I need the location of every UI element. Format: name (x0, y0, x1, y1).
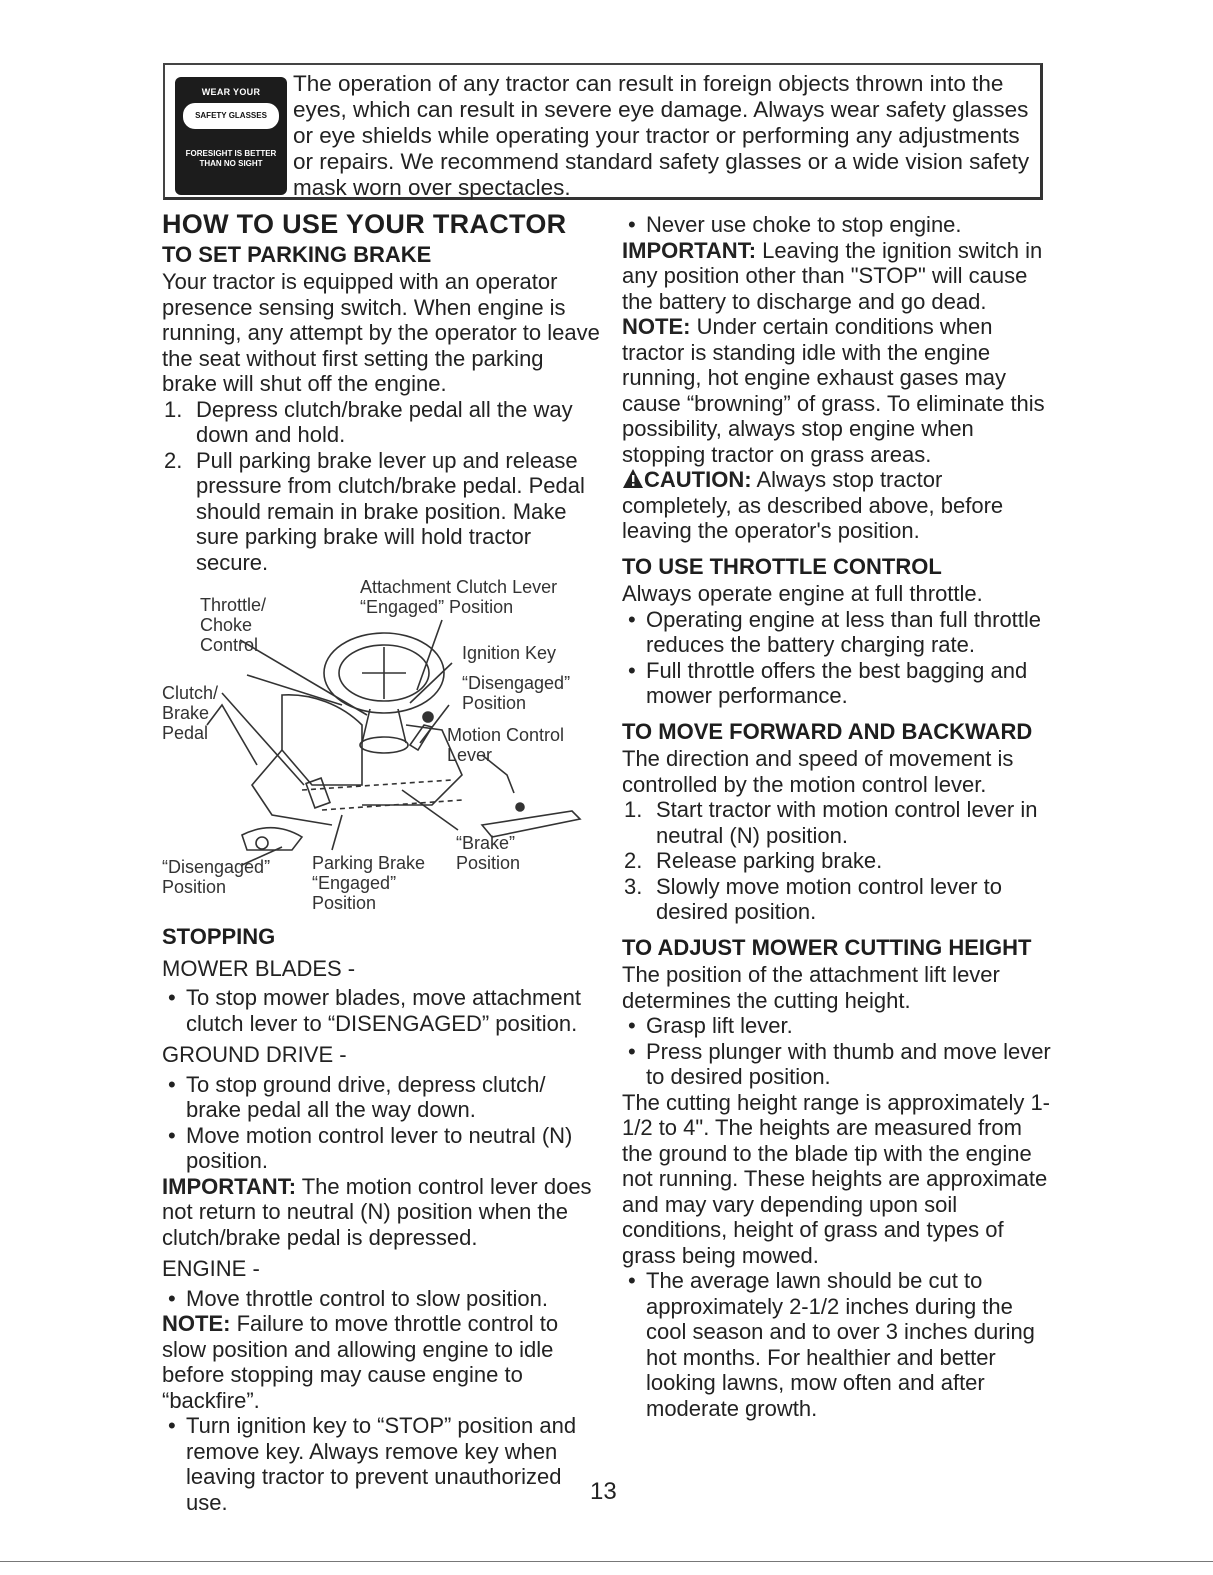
clutch-line-3: Pedal (162, 723, 209, 743)
label-brake-position (456, 833, 520, 873)
bullet-dot: • (628, 606, 636, 632)
section-title: HOW TO USE YOUR TRACTOR (162, 209, 567, 239)
bullet-text: Operating engine at less than full throttle reduces the battery charging rate. (646, 606, 1042, 657)
bullet-dot: • (628, 1268, 636, 1293)
bullet-text: Move throttle control to slow position. (186, 1285, 548, 1311)
left-column (162, 209, 602, 1515)
ground-drive-bullet-2 (162, 1123, 602, 1174)
mower-blades-bullet (162, 985, 602, 1036)
clutch-line-1: Clutch/ (162, 683, 219, 703)
step-number: 2. (624, 848, 643, 873)
throttle-bullet-1 (622, 607, 1054, 658)
label-attachment-clutch (360, 577, 557, 617)
note-label: NOTE: (622, 314, 691, 339)
move-step-2 (622, 848, 1054, 874)
attach-line-1: Attachment Clutch Lever (360, 577, 558, 597)
safety-glasses-warning (163, 63, 1043, 200)
icon-line-3a: FORESIGHT IS BETTER (185, 149, 277, 158)
disengaged-right-line-2: Position (462, 693, 527, 713)
parking-step-2 (162, 448, 602, 576)
caution-icon (622, 468, 644, 490)
motion-line-2: Lever (447, 745, 493, 765)
step-text: Release parking brake. (656, 848, 883, 873)
label-disengaged-left (162, 857, 270, 897)
brake-line-1: “Brake” (456, 833, 516, 853)
label-parking-brake (312, 853, 425, 913)
step-number: 1. (624, 797, 643, 822)
note-text: Under certain conditions when tractor is standing idle with the engine running, hot engine exhaust gases may cause “browning” of grass. To eliminate this possibility, always stop engine when stopping tractor on grass areas. (622, 314, 1045, 467)
parking-brake-heading: TO SET PARKING BRAKE (162, 241, 432, 267)
right-column (622, 212, 1054, 1421)
note-left (162, 1311, 602, 1413)
bullet-dot: • (628, 1013, 636, 1038)
important-note-left (162, 1174, 602, 1251)
cutting-height-paragraph: The cutting height range is approximately 1-1/2 to 4". The heights are measured from the ground to the blade tip with the engine not running. These heights are approximate and may vary depending upon soil conditions, height of grass and types of grass being mowed. (622, 1089, 1051, 1268)
important-note-right (622, 238, 1054, 315)
note-right (622, 314, 1054, 467)
disengaged-left-line-2: Position (162, 877, 227, 897)
bullet-dot: • (168, 985, 176, 1010)
bullet-text: Move motion control lever to neutral (N) position. (186, 1122, 573, 1173)
safety-glasses-icon (175, 77, 287, 195)
clutch-pedal (242, 828, 302, 850)
step-number: 2. (164, 447, 183, 473)
throttle-intro: Always operate engine at full throttle. (622, 581, 983, 606)
note-text: Failure to move throttle control to slow position and allowing engine to idle before stopping may cause engine to “backfire”. (162, 1311, 559, 1413)
attach-line-2: “Engaged” Position (360, 597, 514, 617)
caution-text: Always stop tractor completely, as described above, before leaving the operator's position. (622, 467, 1004, 543)
engine-bullet-2 (162, 1413, 602, 1515)
stopping-heading: STOPPING (162, 924, 276, 949)
note-label: NOTE: (162, 1311, 231, 1336)
lawn-bullet (622, 1268, 1054, 1421)
parking-brake-intro: Your tractor is equipped with an operator presence sensing switch. When engine is running, any attempt by the operator to leave the seat without first setting the parking brake will shut off the engine. (162, 269, 600, 396)
step-text: Start tractor with motion control lever in neutral (N) position. (656, 797, 1038, 848)
icon-line-2: SAFETY GLASSES (183, 103, 279, 129)
parking-line-1: Parking Brake (312, 853, 426, 873)
icon-line-4: THAN NO SIGHT (199, 159, 263, 168)
tractor-dash (282, 695, 362, 785)
throttle-line-2: Choke (200, 615, 253, 635)
bullet-dot: • (628, 657, 636, 683)
bullet-text: To stop mower blades, move attachment clutch lever to “DISENGAGED” position. (186, 985, 581, 1036)
engine-subhead: ENGINE - (162, 1256, 260, 1281)
cutting-height-bullet-2 (622, 1039, 1054, 1090)
icon-line-3 (175, 149, 287, 169)
ground-drive-bullet-1 (162, 1072, 602, 1123)
choke-bullet (622, 212, 1054, 238)
bullet-dot: • (628, 1038, 636, 1064)
tractor-controls-diagram (162, 575, 602, 920)
throttle-line-3: Control (200, 635, 259, 655)
important-label: IMPORTANT: (622, 237, 757, 263)
label-motion-control-lever (447, 725, 564, 765)
step-text: Depress clutch/brake pedal all the way down and hold. (196, 396, 573, 447)
cutting-height-intro: The position of the attachment lift lever determines the cutting height. (622, 962, 1000, 1013)
move-step-3 (622, 874, 1054, 925)
bottom-rule (0, 1561, 1213, 1562)
important-label: IMPORTANT: (162, 1173, 297, 1199)
throttle-line-1: Throttle/ (200, 595, 267, 615)
move-step-1 (622, 797, 1054, 848)
important-text: Leaving the ignition switch in any position other than "STOP" will cause the battery to discharge and go dead. (622, 237, 1043, 314)
parking-line-3: Position (312, 893, 377, 913)
step-text: Slowly move motion control lever to desired position. (656, 873, 1003, 924)
caution-label: CAUTION: (644, 467, 752, 492)
bullet-text: Press plunger with thumb and move lever to desired position. (646, 1038, 1051, 1089)
bullet-text: To stop ground drive, depress clutch/ brake pedal all the way down. (186, 1071, 546, 1122)
move-heading: TO MOVE FORWARD AND BACKWARD (622, 718, 1033, 744)
bullet-text: Grasp lift lever. (646, 1013, 793, 1038)
brake-line-2: Position (456, 853, 521, 873)
cutting-height-bullet-1 (622, 1013, 1054, 1039)
step-number: 1. (164, 396, 183, 422)
ground-drive-subhead: GROUND DRIVE - (162, 1042, 347, 1067)
bullet-dot: • (168, 1122, 176, 1148)
bullet-dot: • (168, 1285, 176, 1311)
move-intro: The direction and speed of movement is controlled by the motion control lever. (622, 746, 1014, 797)
important-text: The motion control lever does not return to neutral (N) position when the clutch/brake pedal is depressed. (162, 1173, 592, 1250)
label-disengaged-right (462, 673, 570, 713)
bullet-text: Turn ignition key to “STOP” position and remove key. Always remove key when leaving tractor to prevent unauthorized use. (186, 1413, 577, 1515)
disengaged-left-line-1: “Disengaged” (162, 857, 271, 877)
mower-blades-subhead: MOWER BLADES - (162, 955, 356, 981)
parking-step-1 (162, 397, 602, 448)
icon-line-1: WEAR YOUR (201, 87, 261, 97)
bullet-dot: • (628, 212, 636, 237)
engine-bullet-1 (162, 1286, 602, 1312)
bullet-dot: • (168, 1413, 176, 1438)
bullet-text: Never use choke to stop engine. (646, 212, 962, 237)
label-ignition-key: Ignition Key (462, 643, 557, 663)
parking-brake-lever (306, 778, 330, 808)
clutch-line-2: Brake (162, 703, 210, 723)
bullet-text: Full throttle offers the best bagging and mower performance. (646, 657, 1028, 708)
label-clutch-brake-pedal (162, 683, 218, 743)
bullet-dot: • (168, 1071, 176, 1097)
parking-line-2: “Engaged” (312, 873, 397, 893)
caution-note (622, 467, 1054, 544)
step-number: 3. (624, 873, 643, 899)
page-number: 13 (590, 1478, 617, 1505)
label-throttle-choke (200, 595, 266, 655)
disengaged-right-line-1: “Disengaged” (462, 673, 571, 693)
cutting-height-heading: TO ADJUST MOWER CUTTING HEIGHT (622, 934, 1032, 960)
throttle-heading: TO USE THROTTLE CONTROL (622, 553, 942, 579)
warning-text: The operation of any tractor can result in foreign objects thrown into the eyes, which can result in severe eye damage. Always wear safety glasses or eye shields while operating your tractor or performing any adjustments or repairs. We recommend standard safety glasses or a wide vision safety mask worn over spectacles. (293, 71, 1030, 200)
bullet-text: The average lawn should be cut to approximately 2-1/2 inches during the cool season and to over 3 inches during hot months. For healthier and better looking lawns, mow often and after moderate growth. (646, 1268, 1035, 1421)
step-text: Pull parking brake lever up and release pressure from clutch/brake pedal. Pedal should remain in brake position. Make sure parking brake will hold tractor secure. (196, 447, 585, 575)
motion-line-1: Motion Control (447, 725, 565, 745)
throttle-bullet-2 (622, 658, 1054, 709)
